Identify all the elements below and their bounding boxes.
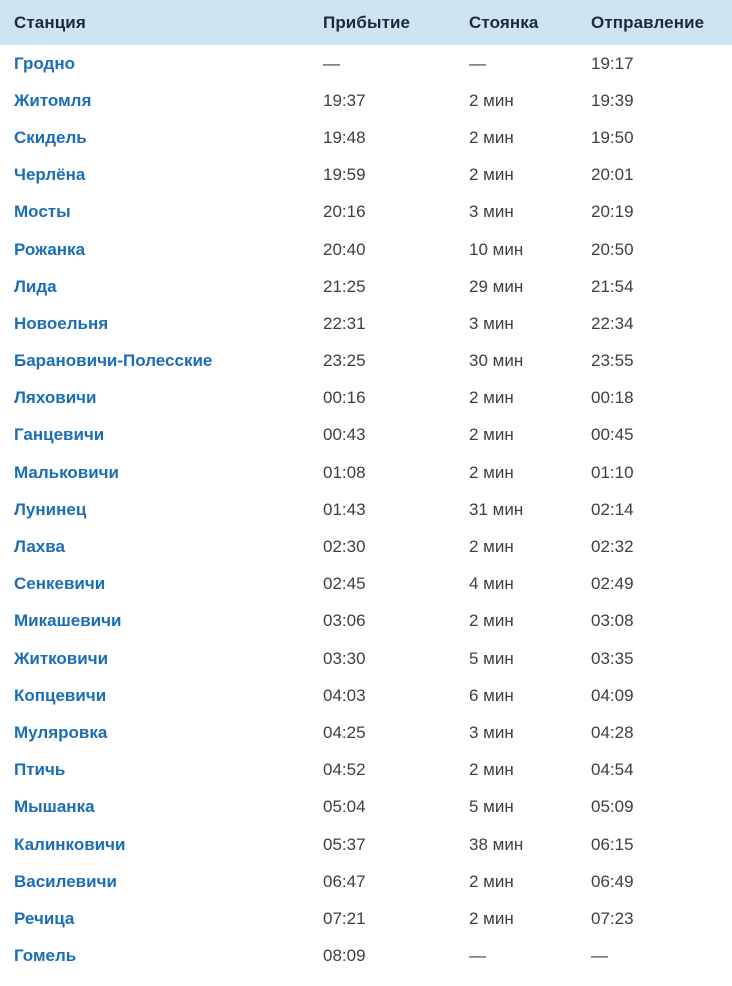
- arrival-time-cell: 03:06: [323, 611, 366, 631]
- header-row: [0, 0, 732, 45]
- station-link[interactable]: Ляховичи: [14, 388, 97, 408]
- station-cell: [0, 194, 323, 231]
- table-row: [0, 826, 732, 863]
- stop-duration-cell: 29 мин: [469, 276, 524, 296]
- stop-duration-cell: 2 мин: [469, 871, 514, 891]
- departure-time-cell: 19:17: [591, 53, 634, 73]
- station-link[interactable]: Рожанка: [14, 239, 86, 259]
- station-cell: [0, 157, 323, 194]
- station-link[interactable]: Лида: [14, 276, 57, 296]
- station-link[interactable]: Копцевичи: [14, 685, 107, 705]
- station-link[interactable]: Лунинец: [14, 499, 87, 519]
- arrival-time-cell: 20:40: [323, 239, 366, 259]
- departure-time-cell: 03:08: [591, 611, 634, 631]
- station-cell: [0, 938, 323, 975]
- table-row: [0, 45, 732, 82]
- station-link[interactable]: Житковичи: [14, 648, 109, 668]
- table-row: [0, 640, 732, 677]
- table-row: [0, 938, 732, 975]
- table-row: [0, 343, 732, 380]
- stop-duration-cell: 38 мин: [469, 834, 524, 854]
- station-cell: [0, 640, 323, 677]
- table-row: [0, 491, 732, 528]
- stop-duration-cell: 2 мин: [469, 165, 514, 185]
- departure-time-cell: 02:49: [591, 574, 634, 594]
- arrival-time-cell: 00:16: [323, 388, 366, 408]
- arrival-time-cell: 02:45: [323, 574, 366, 594]
- arrival-time-cell: 04:03: [323, 685, 366, 705]
- bottom-padding: [0, 975, 732, 986]
- departure-time-cell: 04:09: [591, 685, 634, 705]
- station-link[interactable]: Черлёна: [14, 165, 86, 185]
- station-cell: [0, 528, 323, 565]
- arrival-time-cell: 20:16: [323, 202, 366, 222]
- arrival-time-cell: 04:52: [323, 760, 366, 780]
- arrival-time-cell: 02:30: [323, 537, 366, 557]
- stop-duration-cell: 10 мин: [469, 239, 524, 259]
- departure-time-cell: 02:32: [591, 537, 634, 557]
- table-row: [0, 82, 732, 119]
- station-link[interactable]: Муляровка: [14, 722, 108, 742]
- arrival-time-cell: 05:04: [323, 797, 366, 817]
- table-row: [0, 528, 732, 565]
- table-row: [0, 231, 732, 268]
- arrival-time-cell: 01:43: [323, 499, 366, 519]
- departure-time-cell: 20:19: [591, 202, 634, 222]
- departure-time-cell: 05:09: [591, 797, 634, 817]
- station-cell: [0, 603, 323, 640]
- table-row: [0, 119, 732, 156]
- departure-time-cell: 07:23: [591, 908, 634, 928]
- station-cell: [0, 752, 323, 789]
- arrival-time-cell: —: [323, 53, 340, 73]
- station-link[interactable]: Скидель: [14, 127, 87, 147]
- departure-time-cell: 03:35: [591, 648, 634, 668]
- arrival-time-cell: 01:08: [323, 462, 366, 482]
- station-cell: [0, 231, 323, 268]
- table-row: [0, 603, 732, 640]
- stop-duration-cell: 3 мин: [469, 313, 514, 333]
- stop-duration-cell: 6 мин: [469, 685, 514, 705]
- stop-duration-cell: 3 мин: [469, 202, 514, 222]
- schedule-body: [0, 45, 732, 975]
- stop-duration-cell: 3 мин: [469, 722, 514, 742]
- station-link[interactable]: Калинковичи: [14, 834, 126, 854]
- stop-duration-cell: 2 мин: [469, 425, 514, 445]
- stop-duration-cell: 2 мин: [469, 127, 514, 147]
- station-cell: [0, 826, 323, 863]
- stop-duration-cell: —: [469, 53, 486, 73]
- arrival-time-cell: 22:31: [323, 313, 366, 333]
- station-link[interactable]: Птичь: [14, 760, 66, 780]
- arrival-time-cell: 06:47: [323, 871, 366, 891]
- station-cell: [0, 417, 323, 454]
- station-link[interactable]: Лахва: [14, 537, 65, 557]
- stop-duration-cell: 2 мин: [469, 908, 514, 928]
- arrival-time-cell: 23:25: [323, 351, 366, 371]
- station-cell: [0, 863, 323, 900]
- station-cell: [0, 268, 323, 305]
- stop-duration-cell: 2 мин: [469, 537, 514, 557]
- departure-time-cell: 04:28: [591, 722, 634, 742]
- station-link[interactable]: Микашевичи: [14, 611, 122, 631]
- table-header: [0, 0, 732, 45]
- arrival-time-cell: 03:30: [323, 648, 366, 668]
- table-row: [0, 863, 732, 900]
- table-row: [0, 268, 732, 305]
- column-header-arrival: Прибытие: [323, 0, 469, 45]
- departure-time-cell: 20:50: [591, 239, 634, 259]
- station-cell: [0, 566, 323, 603]
- station-cell: [0, 491, 323, 528]
- stop-duration-cell: 2 мин: [469, 760, 514, 780]
- departure-time-cell: 00:45: [591, 425, 634, 445]
- departure-time-cell: 02:14: [591, 499, 634, 519]
- arrival-time-cell: 07:21: [323, 908, 366, 928]
- departure-time-cell: 23:55: [591, 351, 634, 371]
- stop-duration-cell: 5 мин: [469, 648, 514, 668]
- departure-time-cell: 20:01: [591, 165, 634, 185]
- station-cell: [0, 119, 323, 156]
- station-link[interactable]: Мальковичи: [14, 462, 119, 482]
- stop-duration-cell: 4 мин: [469, 574, 514, 594]
- station-link[interactable]: Новоельня: [14, 313, 109, 333]
- arrival-time-cell: 19:37: [323, 90, 366, 110]
- stop-duration-cell: 2 мин: [469, 462, 514, 482]
- arrival-time-cell: 04:25: [323, 722, 366, 742]
- station-cell: [0, 900, 323, 937]
- departure-time-cell: —: [591, 946, 608, 966]
- station-link[interactable]: Ганцевичи: [14, 425, 105, 445]
- station-cell: [0, 454, 323, 491]
- station-cell: [0, 305, 323, 342]
- stop-duration-cell: 30 мин: [469, 351, 524, 371]
- table-row: [0, 566, 732, 603]
- station-link[interactable]: Гродно: [14, 53, 75, 73]
- arrival-time-cell: 19:59: [323, 165, 366, 185]
- table-row: [0, 417, 732, 454]
- arrival-time-cell: 08:09: [323, 946, 366, 966]
- column-header-station: Станция: [0, 0, 323, 45]
- station-link[interactable]: Мышанка: [14, 797, 95, 817]
- table-row: [0, 305, 732, 342]
- departure-time-cell: 19:50: [591, 127, 634, 147]
- station-link[interactable]: Василевичи: [14, 871, 117, 891]
- station-cell: [0, 82, 323, 119]
- station-link[interactable]: Речица: [14, 908, 75, 928]
- stop-duration-cell: 2 мин: [469, 611, 514, 631]
- departure-time-cell: 00:18: [591, 388, 634, 408]
- arrival-time-cell: 19:48: [323, 127, 366, 147]
- departure-time-cell: 21:54: [591, 276, 634, 296]
- stop-duration-cell: 2 мин: [469, 388, 514, 408]
- stop-duration-cell: 31 мин: [469, 499, 524, 519]
- stop-duration-cell: 5 мин: [469, 797, 514, 817]
- station-cell: [0, 677, 323, 714]
- station-link[interactable]: Мосты: [14, 202, 71, 222]
- departure-time-cell: 22:34: [591, 313, 634, 333]
- arrival-time-cell: 05:37: [323, 834, 366, 854]
- stop-duration-cell: 2 мин: [469, 90, 514, 110]
- column-header-departure: Отправление: [591, 0, 732, 45]
- table-row: [0, 752, 732, 789]
- table-row: [0, 380, 732, 417]
- column-header-stop: Стоянка: [469, 0, 591, 45]
- station-link[interactable]: Сенкевичи: [14, 574, 106, 594]
- table-row: [0, 789, 732, 826]
- arrival-time-cell: 21:25: [323, 276, 366, 296]
- stop-duration-cell: —: [469, 946, 486, 966]
- table-row: [0, 194, 732, 231]
- departure-time-cell: 19:39: [591, 90, 634, 110]
- station-link[interactable]: Гомель: [14, 946, 77, 966]
- station-cell: [0, 380, 323, 417]
- station-cell: [0, 789, 323, 826]
- departure-time-cell: 06:15: [591, 834, 634, 854]
- table-row: [0, 454, 732, 491]
- departure-time-cell: 04:54: [591, 760, 634, 780]
- station-cell: [0, 45, 323, 82]
- departure-time-cell: 01:10: [591, 462, 634, 482]
- table-row: [0, 900, 732, 937]
- station-link[interactable]: Житомля: [14, 90, 92, 110]
- table-row: [0, 157, 732, 194]
- station-cell: [0, 343, 323, 380]
- departure-time-cell: 06:49: [591, 871, 634, 891]
- table-row: [0, 677, 732, 714]
- arrival-time-cell: 00:43: [323, 425, 366, 445]
- station-link[interactable]: Барановичи-Полесские: [14, 351, 213, 371]
- station-cell: [0, 714, 323, 751]
- table-row: [0, 714, 732, 751]
